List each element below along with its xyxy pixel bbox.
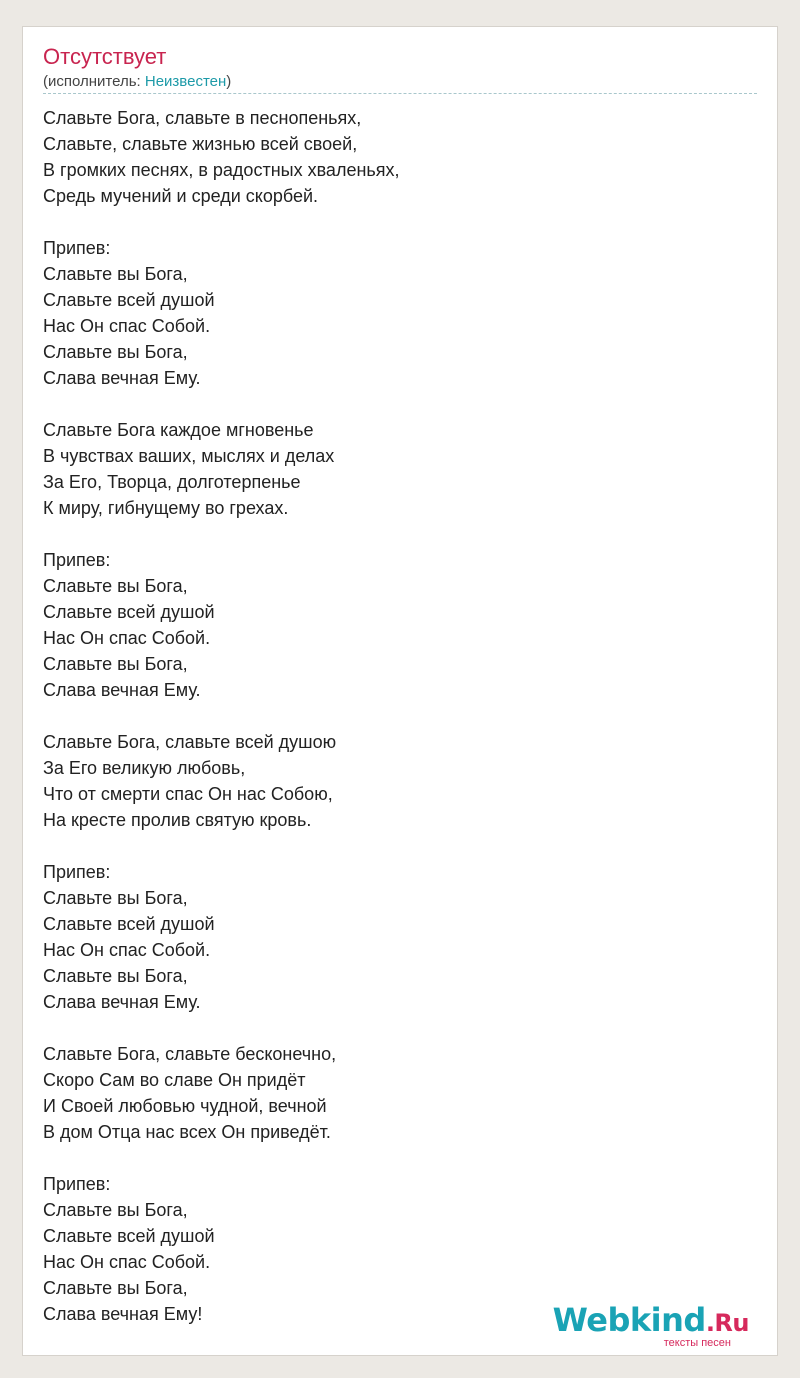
lyric-line: В чувствах ваших, мыслях и делах bbox=[43, 446, 335, 466]
lyric-line: За Его, Творца, долготерпенье bbox=[43, 472, 301, 492]
lyric-line: Славьте всей душой bbox=[43, 914, 215, 934]
artist-prefix: (исполнитель: bbox=[43, 73, 145, 90]
lyric-line: Нас Он спас Собой. bbox=[43, 628, 211, 648]
lyric-line: Слава вечная Ему. bbox=[43, 368, 201, 388]
lyric-line: Славьте Бога, славьте в песнопеньях, bbox=[43, 108, 362, 128]
lyric-line: Славьте вы Бога, bbox=[43, 264, 188, 284]
lyric-line: Славьте Бога каждое мгновенье bbox=[43, 420, 314, 440]
lyric-line: Славьте всей душой bbox=[43, 1226, 215, 1246]
stanza-gap bbox=[43, 521, 743, 547]
lyric-line: Славьте вы Бога, bbox=[43, 576, 188, 596]
song-title: Отсутствует bbox=[43, 44, 167, 69]
lyric-line: Слава вечная Ему! bbox=[43, 1304, 203, 1324]
stanza-gap bbox=[43, 209, 743, 235]
lyric-line: К миру, гибнущему во грехах. bbox=[43, 498, 289, 518]
logo-tagline: тексты песен bbox=[663, 1337, 731, 1349]
artist-suffix: ) bbox=[226, 73, 232, 90]
lyric-line: Припев: bbox=[43, 1174, 111, 1194]
artist-link[interactable]: Неизвестен bbox=[144, 73, 227, 90]
logo-tld: .Ru bbox=[705, 1309, 749, 1337]
stanza-gap bbox=[43, 833, 743, 859]
stanza-gap bbox=[43, 703, 743, 729]
title-divider bbox=[43, 93, 757, 94]
lyric-line: Припев: bbox=[43, 238, 111, 258]
lyric-line: Славьте всей душой bbox=[43, 602, 215, 622]
lyric-line: Слава вечная Ему. bbox=[43, 992, 201, 1012]
lyrics-card bbox=[22, 26, 778, 1356]
lyric-line: Что от смерти спас Он нас Собою, bbox=[43, 784, 333, 804]
lyric-line: Славьте Бога, славьте всей душою bbox=[43, 732, 337, 752]
lyric-line: Нас Он спас Собой. bbox=[43, 1252, 211, 1272]
lyric-line: Славьте вы Бога, bbox=[43, 1200, 188, 1220]
lyric-line: И Своей любовью чудной, вечной bbox=[43, 1096, 327, 1116]
lyrics-text bbox=[43, 105, 743, 1327]
lyric-line: Слава вечная Ему. bbox=[43, 680, 201, 700]
lyric-line: За Его великую любовь, bbox=[43, 758, 246, 778]
lyric-line: Нас Он спас Собой. bbox=[43, 940, 211, 960]
lyric-line: Славьте вы Бога, bbox=[43, 966, 188, 986]
lyric-line: Припев: bbox=[43, 550, 111, 570]
lyric-line: Припев: bbox=[43, 862, 111, 882]
site-logo[interactable] bbox=[553, 1302, 749, 1349]
logo-main-text: Webkind bbox=[552, 1301, 706, 1339]
lyric-line: Нас Он спас Собой. bbox=[43, 316, 211, 336]
logo-wordmark bbox=[553, 1302, 749, 1341]
lyric-line: В дом Отца нас всех Он приведёт. bbox=[43, 1122, 331, 1142]
lyric-line: Славьте вы Бога, bbox=[43, 888, 188, 908]
lyric-line: Средь мучений и среди скорбей. bbox=[43, 186, 319, 206]
stanza-gap bbox=[43, 391, 743, 417]
lyric-line: Славьте вы Бога, bbox=[43, 1278, 188, 1298]
lyric-line: Славьте Бога, славьте бесконечно, bbox=[43, 1044, 337, 1064]
lyric-line: На кресте пролив святую кровь. bbox=[43, 810, 312, 830]
lyric-line: Славьте всей душой bbox=[43, 290, 215, 310]
lyric-line: В громких песнях, в радостных хваленьях, bbox=[43, 160, 400, 180]
lyric-line: Славьте, славьте жизнью всей своей, bbox=[43, 134, 358, 154]
stanza-gap bbox=[43, 1015, 743, 1041]
stanza-gap bbox=[43, 1145, 743, 1171]
lyric-line: Славьте вы Бога, bbox=[43, 654, 188, 674]
lyric-line: Славьте вы Бога, bbox=[43, 342, 188, 362]
artist-line bbox=[43, 73, 231, 91]
lyric-line: Скоро Сам во славе Он придёт bbox=[43, 1070, 306, 1090]
